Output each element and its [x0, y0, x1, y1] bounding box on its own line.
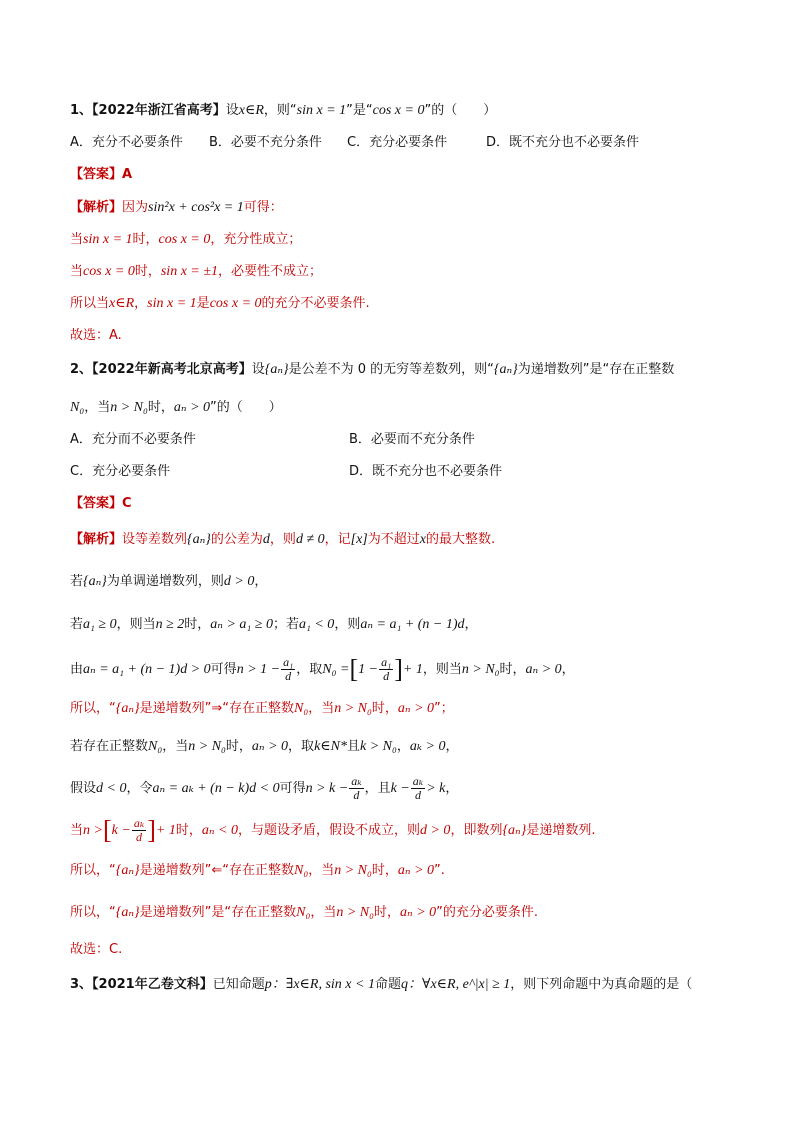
fraction: $\frac{\text{aₖ}}{d}$ [351, 774, 362, 802]
q2-analysis-line: 所以，“{aₙ}是递增数列”⇐“存在正整数N₀，当n > N₀时，aₙ > 0”. [70, 863, 445, 878]
q1-source: 【2022年浙江省高考】 [92, 103, 226, 118]
q2-analysis-line: 若{aₙ}为单调递增数列，则d > 0， [70, 574, 268, 589]
fraction: $\frac{\text{aₖ}}{d}$ [412, 774, 424, 802]
q2-option-d: D．既不充分也不必要条件 [349, 464, 503, 479]
q2-source: 【2022年新高考北京高考】 [92, 362, 252, 377]
q1-option-a: A．充分不必要条件 [70, 135, 183, 150]
q2-analysis-line: 假设d < 0，令aₙ = aₖ + (n − k)d < 0可得n > k − $\frac{\text{aₖ}}{d}$ ，且k − $\frac{\text{aₖ}}{d}$ > k， [70, 774, 459, 802]
q1-option-c: C．充分必要条件 [347, 135, 448, 150]
q1-analysis-line: 所以当x∈R，sin x = 1是cos x = 0的充分不必要条件. [70, 296, 370, 311]
q2-option-b: B．必要而不充分条件 [349, 432, 475, 447]
q2-stem: 2、【2022年新高考北京高考】设{aₙ}是公差不为 0 的无穷等差数列，则“{aₙ}为递增数列”是“存在正整数 [70, 362, 675, 377]
q2-answer: 【答案】C [70, 496, 132, 511]
q3-source: 【2021年乙卷文科】 [92, 977, 213, 992]
q1-answer: 【答案】A [70, 167, 133, 182]
q2-analysis-line: 若存在正整数N₀，当n > N₀时，aₙ > 0，取k∈N*且k > N₀，aₖ > 0， [70, 739, 459, 754]
q1-option-b: B．必要不充分条件 [209, 135, 322, 150]
q2-stem-continued: N₀，当n > N₀时，aₙ > 0”的（ ） [70, 400, 282, 415]
q1-stem: 1、【2022年浙江省高考】设x∈R，则“sin x = 1”是“cos x = 0”的（ ） [70, 103, 497, 118]
q2-analysis-line: 当n >[k − $\frac{\text{aₖ}}{d}$ ]+ 1时，aₙ < 0，与题设矛盾，假设不成立，则d > 0，即数列{aₙ}是递增数列. [70, 815, 596, 845]
fraction: $\frac{\text{aₖ}}{d}$ [133, 816, 145, 844]
q2-analysis-line: 所以，“{aₙ}是递增数列”是“存在正整数N₀，当n > N₀时，aₙ > 0”的充分必要条件. [70, 905, 539, 920]
q2-option-a: A．充分而不必要条件 [70, 432, 196, 447]
q1-option-d: D．既不充分也不必要条件 [486, 135, 640, 150]
q2-analysis-line: 由aₙ = a₁ + (n − 1)d > 0可得n > 1 − $\frac{\text{a₁}}{d}$ ，取N₀ =[1 − $\frac{\text{a₁}}{d}$ ]+ 1，则当n > N₀时，aₙ > 0， [70, 654, 575, 684]
q2-analysis-line: 所以，“{aₙ}是递增数列”⇒“存在正整数N₀，当n > N₀时，aₙ > 0”； [70, 701, 454, 716]
q1-analysis-line: 当cos x = 0时，sin x = ±1，必要性不成立； [70, 264, 323, 279]
fraction: $\frac{\text{a₁}}{d}$ [381, 655, 392, 683]
q1-analysis-intro: 【解析】因为sin²x + cos²x = 1可得： [70, 200, 283, 215]
q3-stem: 3、【2021年乙卷文科】已知命题p：∃x∈R, sin x < 1命题q：∀x∈R, e^|x| ≥ 1，则下列命题中为真命题的是（ [70, 977, 693, 992]
q2-conclusion: 故选：C. [70, 942, 123, 957]
q2-option-c: C．充分必要条件 [70, 464, 171, 479]
fraction: $\frac{\text{a₁}}{d}$ [283, 655, 294, 683]
q1-conclusion: 故选：A. [70, 328, 122, 343]
q2-analysis-line: 【解析】设等差数列{aₙ}的公差为d，则d ≠ 0，记[x]为不超过x的最大整数. [70, 532, 496, 547]
q1-analysis-line: 当sin x = 1时，cos x = 0，充分性成立； [70, 232, 302, 247]
q2-analysis-line: 若a₁ ≥ 0，则当n ≥ 2时，aₙ > a₁ ≥ 0；若a₁ < 0，则aₙ = a₁ + (n − 1)d， [70, 617, 478, 632]
